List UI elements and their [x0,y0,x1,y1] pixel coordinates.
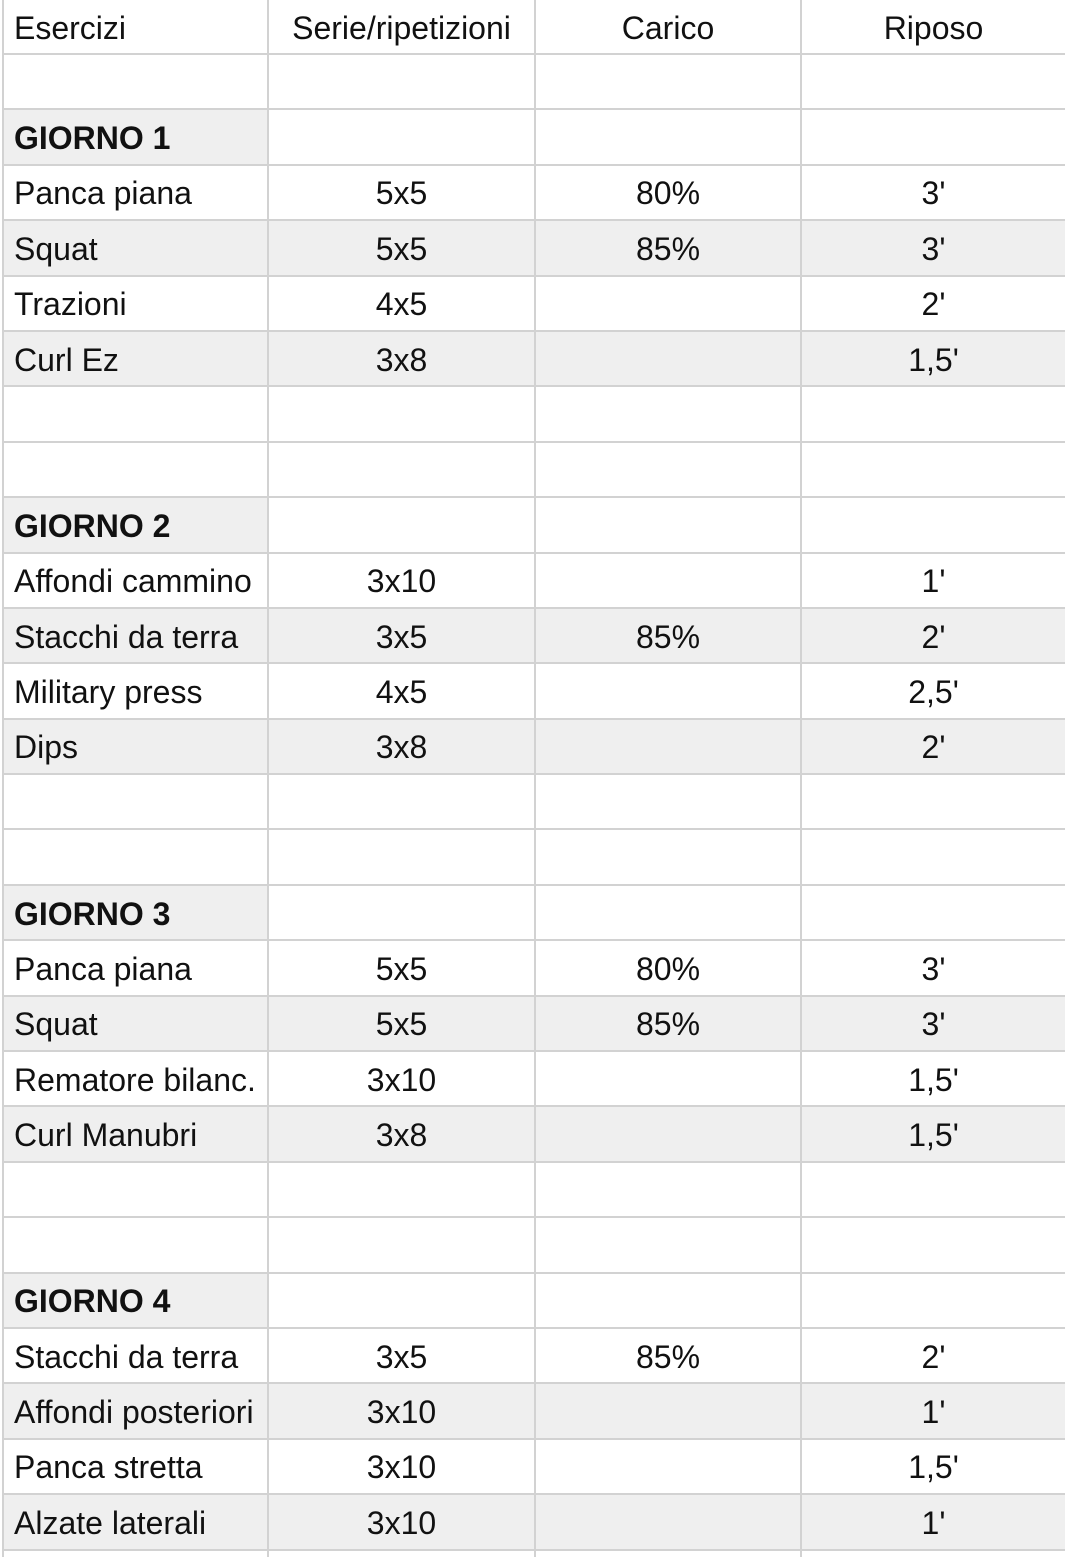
blank-row [2,1218,1065,1273]
sets-reps-cell[interactable]: 4x5 [269,277,536,330]
day-header-row [2,886,1065,941]
load-cell[interactable]: 80% [536,941,802,994]
sets-reps-cell[interactable]: 3x8 [269,332,536,385]
sets-reps-cell[interactable] [269,55,536,108]
sets-reps-cell[interactable]: 3x10 [269,1052,536,1105]
rest-cell[interactable] [802,1218,1065,1271]
exercise-cell[interactable]: Affondi posteriori [2,1384,269,1437]
exercise-cell[interactable]: Military press [2,664,269,717]
sets-reps-cell[interactable]: 5x5 [269,221,536,274]
sets-reps-cell[interactable]: 3x10 [269,554,536,607]
table-header-row [2,0,1065,55]
sets-reps-cell[interactable]: 3x5 [269,1329,536,1382]
table-row [2,332,1065,387]
load-cell[interactable] [536,830,802,883]
sets-reps-cell[interactable] [269,498,536,551]
load-cell[interactable]: 85% [536,997,802,1050]
sets-reps-cell[interactable]: 3x8 [269,1107,536,1160]
load-cell[interactable] [536,720,802,773]
exercise-cell[interactable]: Trazioni [2,277,269,330]
load-cell[interactable] [536,664,802,717]
blank-row [2,387,1065,442]
load-cell[interactable] [536,886,802,939]
rest-cell[interactable]: 1,5' [802,332,1065,385]
load-cell[interactable] [536,1384,802,1437]
sets-reps-cell[interactable] [269,886,536,939]
exercise-cell[interactable]: Panca piana [2,941,269,994]
exercise-cell[interactable]: Stacchi da terra [2,609,269,662]
exercise-cell[interactable] [2,55,269,108]
sets-reps-cell[interactable]: 3x10 [269,1440,536,1493]
load-cell[interactable] [536,55,802,108]
blank-row [2,443,1065,498]
table-row [2,609,1065,664]
rest-cell[interactable]: 2' [802,609,1065,662]
rest-cell[interactable]: 1,5' [908,1061,959,1098]
load-cell[interactable]: 80% [536,166,802,219]
header-carico[interactable]: Carico [536,0,802,53]
exercise-cell[interactable] [2,443,269,496]
rest-cell[interactable] [802,110,1065,163]
sets-reps-cell[interactable]: 5x5 [269,941,536,994]
load-cell[interactable] [536,387,802,440]
table-row [2,166,1065,221]
load-cell[interactable] [536,1551,802,1557]
rest-cell[interactable]: 1' [921,563,946,600]
table-row [2,554,1065,609]
exercise-cell[interactable] [2,830,269,883]
load-cell[interactable] [536,498,802,551]
day-label-cell[interactable]: GIORNO 3 [2,886,269,939]
rest-cell[interactable] [802,443,1065,496]
load-cell[interactable] [536,775,802,828]
load-cell[interactable]: 85% [536,221,802,274]
sets-reps-cell[interactable] [269,1274,536,1327]
exercise-cell[interactable]: Affondi cammino [2,554,269,607]
load-cell[interactable] [536,332,802,385]
table-row [2,664,1065,719]
sets-reps-cell[interactable] [269,387,536,440]
day-header-row [2,498,1065,553]
load-cell[interactable] [536,1440,802,1493]
table-row [2,941,1065,996]
load-cell[interactable] [536,110,802,163]
load-cell[interactable] [536,1163,802,1216]
load-cell[interactable] [536,1274,802,1327]
exercise-cell[interactable]: Squat [2,997,269,1050]
sets-reps-cell[interactable]: 3x8 [269,720,536,773]
rest-cell[interactable]: 1' [802,1495,1065,1548]
rest-cell[interactable]: 1,5' [802,1107,1065,1160]
exercise-cell[interactable] [2,775,269,828]
table-row [2,1384,1065,1439]
rest-cell[interactable] [802,775,1065,828]
exercise-cell[interactable] [2,1163,269,1216]
rest-cell[interactable] [802,55,1065,108]
sets-reps-cell[interactable] [269,1551,536,1557]
rest-cell[interactable] [802,1163,1065,1216]
blank-row [2,830,1065,885]
load-cell[interactable]: 85% [536,609,802,662]
header-esercizi[interactable]: Esercizi [2,0,269,53]
rest-cell[interactable]: 2' [802,720,1065,773]
rest-cell[interactable] [802,1551,1065,1557]
load-cell[interactable] [536,1218,802,1271]
sets-reps-cell[interactable] [269,443,536,496]
load-cell[interactable] [536,277,802,330]
header-serie-ripetizioni[interactable]: Serie/ripetizioni [269,0,536,53]
rest-cell[interactable] [802,830,1065,883]
exercise-cell[interactable]: Curl Manubri [2,1107,269,1160]
table-row [2,221,1065,276]
rest-cell[interactable]: 3' [802,997,1065,1050]
table-row [2,1329,1065,1384]
load-cell[interactable] [536,1052,802,1105]
blank-row [2,1551,1065,1557]
sets-reps-cell[interactable] [269,110,536,163]
header-riposo[interactable]: Riposo [883,9,984,46]
rest-cell[interactable]: 3' [921,175,946,212]
load-cell[interactable] [536,1495,802,1548]
day-label-cell[interactable]: GIORNO 4 [2,1274,269,1327]
table-row [2,1440,1065,1495]
blank-row [2,775,1065,830]
exercise-cell[interactable] [2,387,269,440]
blank-row [2,1163,1065,1218]
rest-cell[interactable] [802,498,1065,551]
sets-reps-cell[interactable]: 3x10 [269,1384,536,1437]
day-label-cell[interactable]: GIORNO 1 [2,110,269,163]
exercise-cell[interactable] [2,1218,269,1271]
load-cell[interactable] [536,554,802,607]
sets-reps-cell[interactable] [269,1218,536,1271]
rest-cell[interactable]: 3' [921,950,946,987]
rest-cell[interactable] [802,886,1065,939]
table-row [2,1107,1065,1162]
sets-reps-cell[interactable] [269,775,536,828]
load-cell[interactable] [536,443,802,496]
exercise-cell[interactable]: Rematore bilanc. [2,1052,269,1105]
exercise-cell[interactable]: Curl Ez [2,332,269,385]
load-cell[interactable] [536,1107,802,1160]
table-body [2,55,1065,1557]
exercise-cell[interactable]: Alzate laterali [2,1495,269,1548]
exercise-cell[interactable]: Squat [2,221,269,274]
exercise-cell[interactable]: Panca stretta [2,1440,269,1493]
sets-reps-cell[interactable]: 5x5 [269,997,536,1050]
table-row [2,277,1065,332]
rest-cell[interactable]: 1' [802,1384,1065,1437]
exercise-cell[interactable]: Dips [2,720,269,773]
rest-cell[interactable]: 2,5' [908,673,959,710]
day-label-cell[interactable]: GIORNO 2 [2,498,269,551]
load-cell[interactable]: 85% [536,1329,802,1382]
day-header-row [2,1274,1065,1329]
sets-reps-cell[interactable]: 3x10 [269,1495,536,1548]
exercise-cell[interactable]: Panca piana [2,166,269,219]
rest-cell[interactable]: 2' [921,1338,946,1375]
sets-reps-cell[interactable]: 5x5 [269,166,536,219]
rest-cell[interactable] [802,387,1065,440]
rest-cell[interactable] [802,1274,1065,1327]
rest-cell[interactable]: 2' [921,286,946,323]
sets-reps-cell[interactable]: 4x5 [269,664,536,717]
sets-reps-cell[interactable] [269,1163,536,1216]
blank-row [2,55,1065,110]
rest-cell[interactable]: 3' [802,221,1065,274]
sets-reps-cell[interactable]: 3x5 [269,609,536,662]
rest-cell[interactable]: 1,5' [908,1449,959,1486]
table-row [2,1495,1065,1550]
table-row [2,997,1065,1052]
exercise-cell[interactable] [2,1551,269,1557]
exercise-cell[interactable]: Stacchi da terra [2,1329,269,1382]
workout-table [2,0,1065,1557]
table-row [2,720,1065,775]
table-row [2,1052,1065,1107]
sets-reps-cell[interactable] [269,830,536,883]
day-header-row [2,110,1065,165]
